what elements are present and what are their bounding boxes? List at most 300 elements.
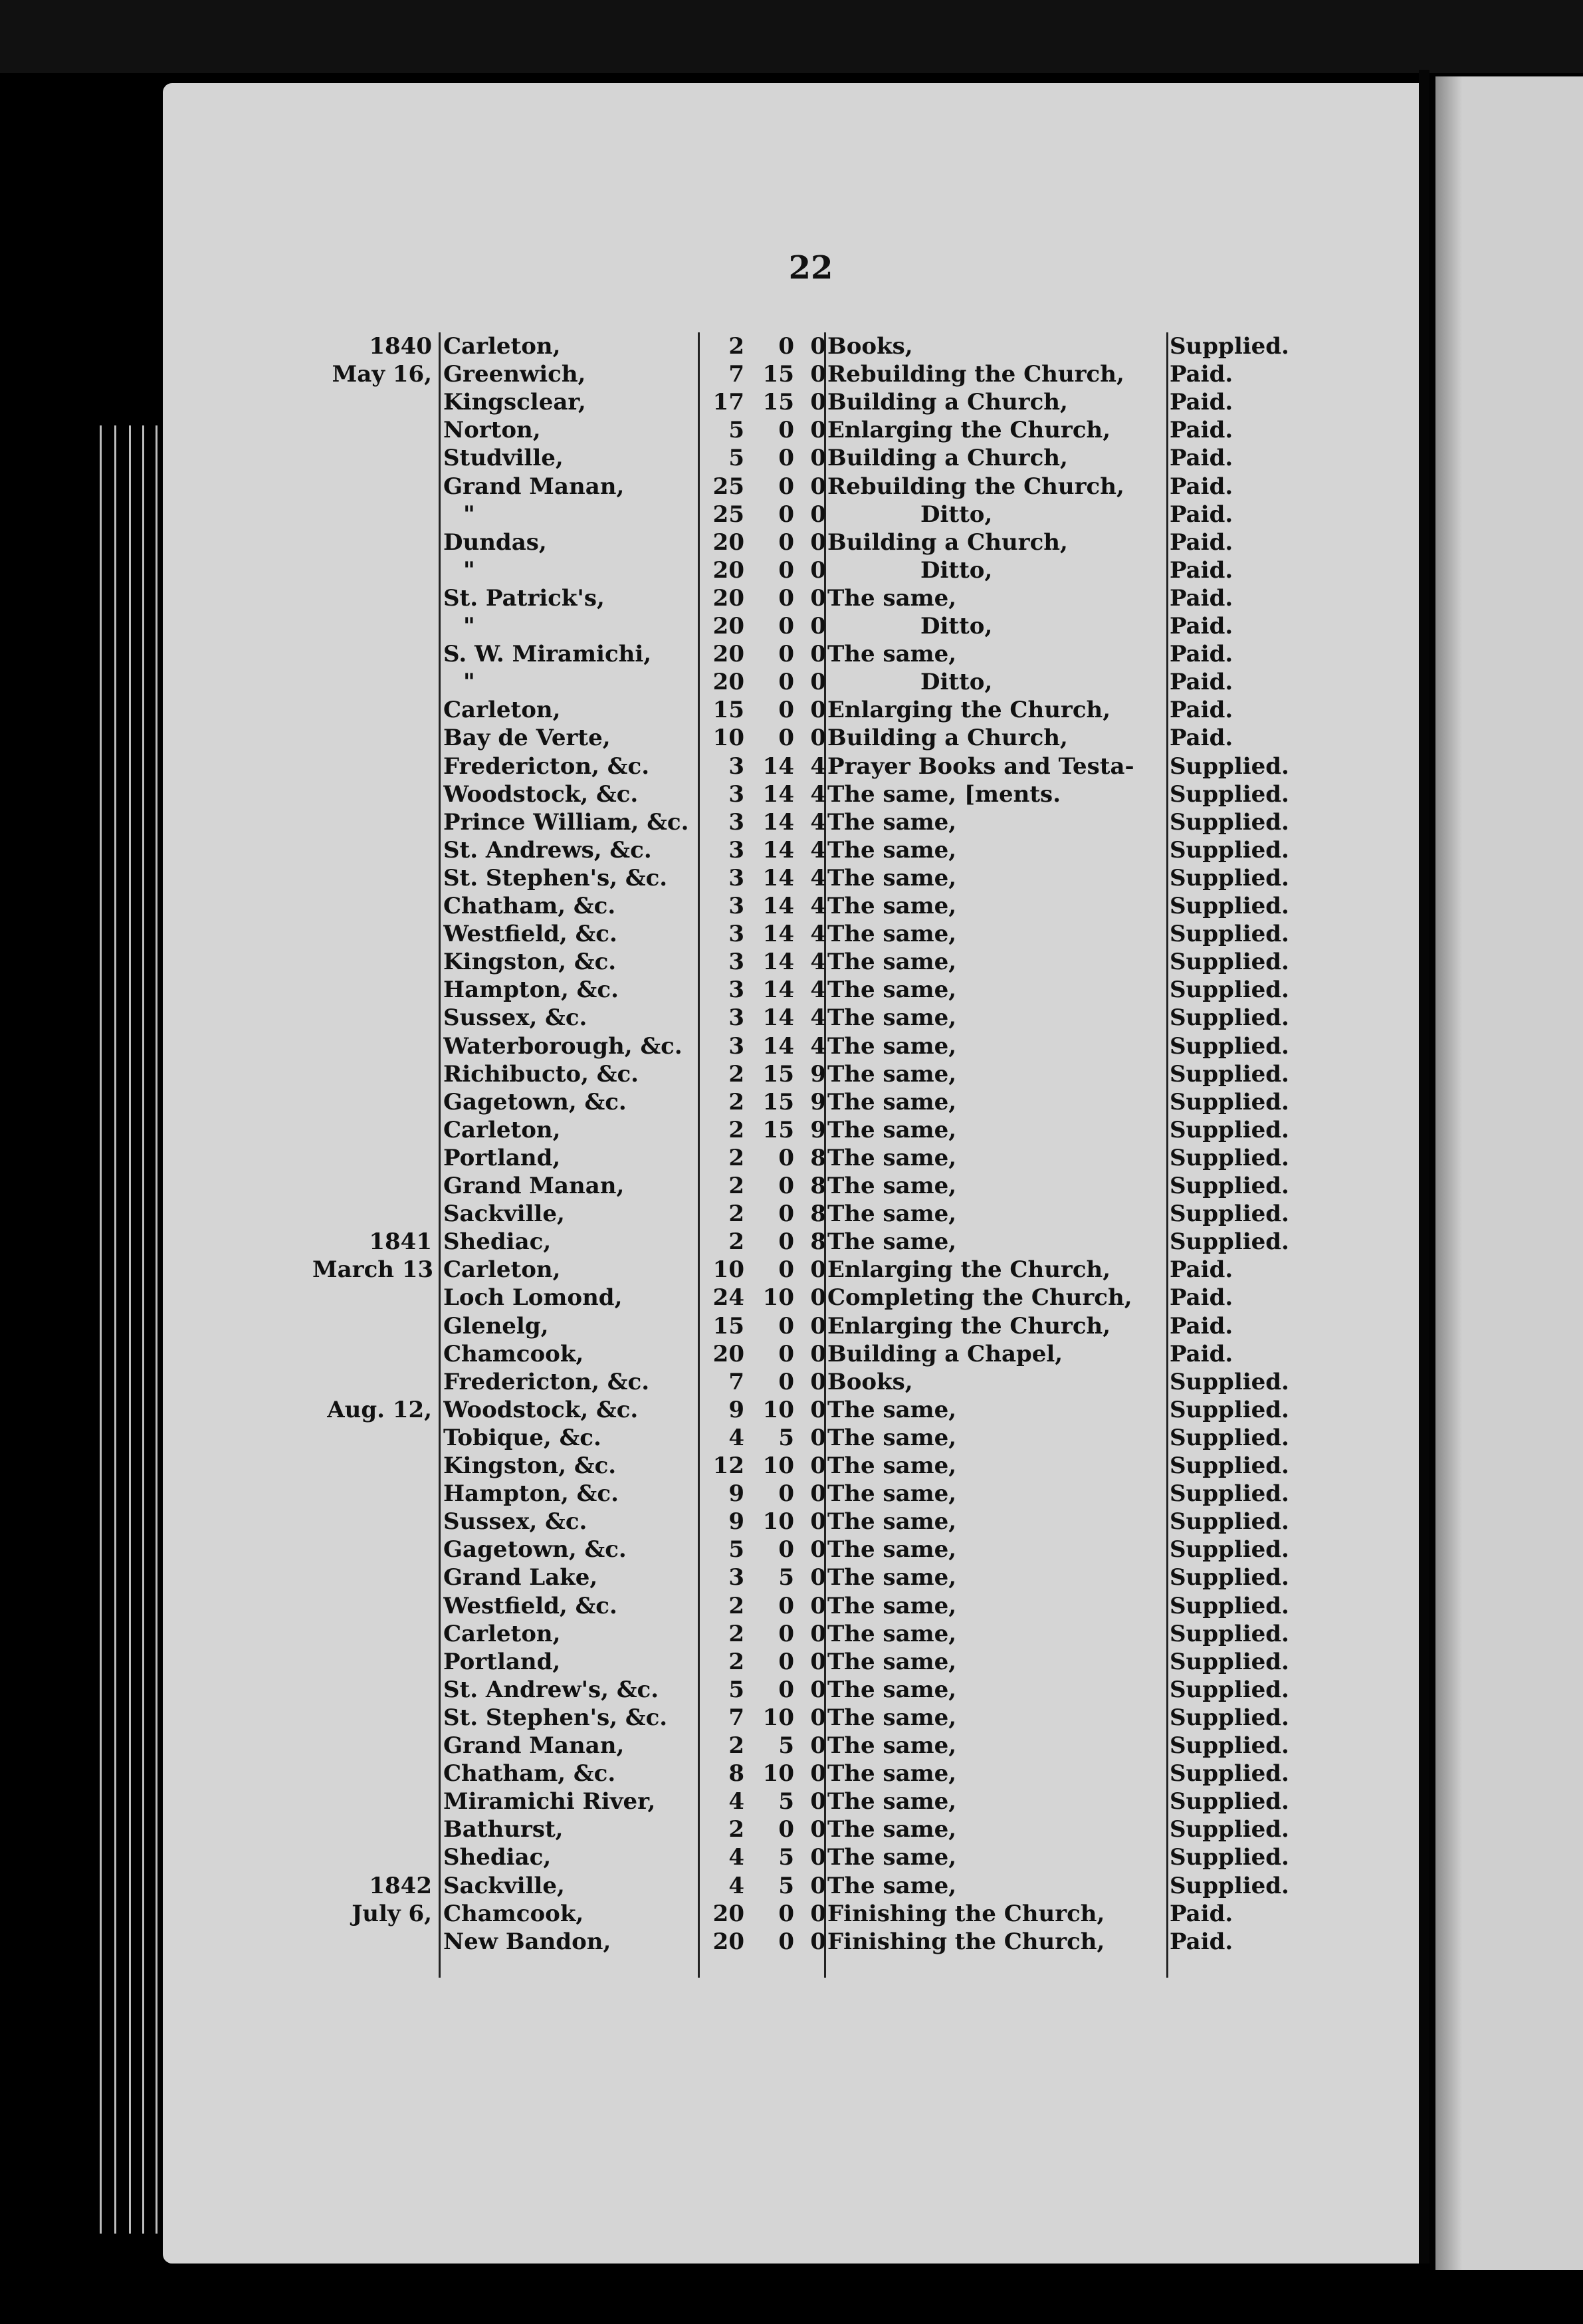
purpose-cell: The same, — [827, 977, 957, 1004]
status-cell: Supplied. — [1170, 1368, 1289, 1395]
shillings-cell: 15 — [762, 389, 794, 416]
table-row — [312, 1032, 1309, 1060]
table-row — [312, 1592, 1309, 1620]
place-cell: Gagetown, &c. — [443, 1088, 627, 1115]
pounds-cell: 2 — [728, 1592, 744, 1619]
pence-cell: 0 — [810, 473, 826, 500]
pence-cell: 0 — [810, 1816, 826, 1843]
purpose-cell: Enlarging the Church, — [827, 1312, 1111, 1339]
place-cell: St. Patrick's, — [443, 584, 605, 612]
table-row — [312, 1620, 1309, 1648]
table-row — [312, 1060, 1309, 1088]
place-cell: Fredericton, &c. — [443, 1368, 650, 1395]
purpose-cell: The same, — [827, 836, 957, 864]
place-cell: Westfield, &c. — [443, 1592, 617, 1619]
place-cell: Carleton, — [443, 697, 561, 724]
table-row — [312, 780, 1309, 808]
pounds-cell: 10 — [712, 1256, 744, 1284]
place-cell: Hampton, &c. — [443, 977, 619, 1004]
table-row — [312, 1116, 1309, 1144]
pence-cell: 0 — [810, 417, 826, 444]
shillings-cell: 15 — [762, 1116, 794, 1143]
status-cell: Supplied. — [1170, 1648, 1289, 1675]
pounds-cell: 20 — [712, 584, 744, 612]
status-cell: Supplied. — [1170, 1844, 1289, 1871]
shillings-cell: 0 — [778, 641, 794, 668]
place-cell: Sussex, &c. — [443, 1508, 587, 1536]
pounds-cell: 2 — [728, 1060, 744, 1088]
ledger-table — [312, 332, 1309, 1974]
pounds-cell: 7 — [728, 1368, 744, 1395]
status-cell: Paid. — [1170, 1284, 1233, 1312]
shillings-cell: 0 — [778, 417, 794, 444]
purpose-cell: The same, — [827, 1032, 957, 1060]
status-cell: Supplied. — [1170, 1144, 1289, 1171]
shillings-cell: 14 — [762, 864, 794, 891]
pounds-cell: 2 — [728, 1620, 744, 1647]
pence-cell: 0 — [810, 1396, 826, 1423]
table-row — [312, 1536, 1309, 1564]
status-cell: Paid. — [1170, 725, 1233, 752]
purpose-cell: The same, — [827, 1536, 957, 1564]
table-row — [312, 948, 1309, 976]
table-row — [312, 1760, 1309, 1788]
shillings-cell: 5 — [778, 1788, 794, 1815]
place-cell: Glenelg, — [443, 1312, 549, 1339]
purpose-cell: Finishing the Church, — [827, 1900, 1105, 1927]
shillings-cell: 14 — [762, 893, 794, 919]
table-row — [312, 1508, 1309, 1536]
purpose-cell: Building a Church, — [827, 528, 1068, 556]
pounds-cell: 3 — [728, 1032, 744, 1060]
shillings-cell: 0 — [778, 584, 794, 612]
shillings-cell: 5 — [778, 1844, 794, 1871]
pence-cell: 0 — [810, 641, 826, 668]
place-cell: S. W. Miramichi, — [443, 641, 652, 668]
status-cell: Paid. — [1170, 641, 1233, 668]
date-cell: 1840 — [369, 333, 432, 360]
place-cell: St. Stephen's, &c. — [443, 1704, 668, 1731]
purpose-cell: The same, — [827, 1564, 957, 1591]
table-row — [312, 696, 1309, 724]
purpose-cell: Books, — [827, 333, 913, 360]
status-cell: Supplied. — [1170, 1480, 1289, 1508]
status-cell: Supplied. — [1170, 1704, 1289, 1731]
purpose-cell: The same, — [827, 1676, 957, 1703]
pounds-cell: 2 — [728, 1816, 744, 1843]
pence-cell: 0 — [810, 445, 826, 472]
pounds-cell: 3 — [728, 977, 744, 1004]
table-row — [312, 1843, 1309, 1871]
place-cell: Prince William, &c. — [443, 808, 689, 836]
pence-cell: 0 — [810, 528, 826, 556]
pounds-cell: 3 — [728, 808, 744, 836]
pence-cell: 0 — [810, 613, 826, 639]
table-row — [312, 1284, 1309, 1312]
purpose-cell: Enlarging the Church, — [827, 697, 1111, 724]
purpose-cell: The same, — [827, 1088, 957, 1115]
place-cell: Bay de Verte, — [443, 725, 611, 752]
purpose-cell: The same, — [827, 1620, 957, 1647]
date-cell: 1842 — [369, 1872, 432, 1899]
purpose-cell: The same, — [827, 1648, 957, 1675]
pence-cell: 0 — [810, 1424, 826, 1451]
status-cell: Supplied. — [1170, 753, 1289, 780]
pounds-cell: 20 — [712, 669, 744, 696]
place-cell: Kingsclear, — [443, 389, 586, 416]
table-row — [312, 360, 1309, 388]
shillings-cell: 0 — [778, 473, 794, 500]
pence-cell: 0 — [810, 1340, 826, 1367]
pence-cell: 4 — [810, 780, 826, 808]
status-cell: Supplied. — [1170, 1676, 1289, 1703]
purpose-cell: Completing the Church, — [827, 1284, 1132, 1312]
place-cell: Grand Manan, — [443, 473, 625, 500]
purpose-cell: Finishing the Church, — [827, 1928, 1105, 1955]
place-cell: Grand Manan, — [443, 1173, 625, 1199]
shillings-cell: 0 — [778, 1228, 794, 1256]
pounds-cell: 15 — [712, 697, 744, 724]
status-cell: Supplied. — [1170, 1116, 1289, 1143]
place-cell: Gagetown, &c. — [443, 1536, 627, 1564]
pounds-cell: 20 — [712, 1928, 744, 1955]
pounds-cell: 5 — [728, 445, 744, 472]
purpose-cell: The same, — [827, 1452, 957, 1479]
purpose-cell: The same, — [827, 1004, 957, 1032]
status-cell: Paid. — [1170, 1900, 1233, 1927]
table-row — [312, 1424, 1309, 1452]
table-row — [312, 528, 1309, 556]
place-cell: Sussex, &c. — [443, 1004, 587, 1032]
shillings-cell: 10 — [762, 1284, 794, 1312]
pence-cell: 0 — [810, 584, 826, 612]
place-cell: " — [463, 669, 475, 696]
purpose-cell: The same, — [827, 864, 957, 891]
status-cell: Supplied. — [1170, 1564, 1289, 1591]
pence-cell: 8 — [810, 1173, 826, 1199]
pence-cell: 0 — [810, 389, 826, 416]
purpose-cell: The same, — [827, 1201, 957, 1228]
table-row — [312, 1396, 1309, 1424]
purpose-cell: The same, — [827, 1816, 957, 1843]
purpose-cell: The same, — [827, 641, 957, 668]
place-cell: Portland, — [443, 1648, 561, 1675]
pounds-cell: 2 — [728, 333, 744, 360]
shillings-cell: 0 — [778, 528, 794, 556]
status-cell: Supplied. — [1170, 1228, 1289, 1256]
pence-cell: 0 — [810, 556, 826, 584]
pence-cell: 0 — [810, 697, 826, 724]
table-row — [312, 920, 1309, 948]
place-cell: Carleton, — [443, 1256, 561, 1284]
purpose-cell: The same, — [827, 1144, 957, 1171]
pounds-cell: 24 — [712, 1284, 744, 1312]
purpose-cell: Ditto, — [920, 613, 993, 639]
table-row — [312, 584, 1309, 612]
purpose-cell: Ditto, — [920, 556, 993, 584]
status-cell: Supplied. — [1170, 836, 1289, 864]
place-cell: Chamcook, — [443, 1900, 584, 1927]
purpose-cell: Ditto, — [920, 501, 993, 528]
pounds-cell: 2 — [728, 1228, 744, 1256]
shillings-cell: 14 — [762, 921, 794, 948]
date-cell: July 6, — [352, 1900, 432, 1927]
shillings-cell: 14 — [762, 1004, 794, 1032]
purpose-cell: The same, — [827, 921, 957, 948]
shillings-cell: 0 — [778, 1620, 794, 1647]
shillings-cell: 0 — [778, 1340, 794, 1367]
place-cell: Chatham, &c. — [443, 1760, 616, 1788]
status-cell: Paid. — [1170, 417, 1233, 444]
shillings-cell: 10 — [762, 1760, 794, 1788]
place-cell: Carleton, — [443, 1116, 561, 1143]
status-cell: Supplied. — [1170, 1201, 1289, 1228]
purpose-cell: Ditto, — [920, 669, 993, 696]
status-cell: Paid. — [1170, 389, 1233, 416]
pence-cell: 0 — [810, 1704, 826, 1731]
place-cell: Portland, — [443, 1144, 561, 1171]
pounds-cell: 7 — [728, 1704, 744, 1731]
pounds-cell: 8 — [728, 1760, 744, 1788]
pence-cell: 0 — [810, 361, 826, 388]
date-cell: Aug. 12, — [327, 1396, 432, 1423]
status-cell: Supplied. — [1170, 780, 1289, 808]
pence-cell: 0 — [810, 1760, 826, 1788]
table-row — [312, 640, 1309, 668]
status-cell: Supplied. — [1170, 1088, 1289, 1115]
pounds-cell: 2 — [728, 1648, 744, 1675]
status-cell: Supplied. — [1170, 1452, 1289, 1479]
pence-cell: 0 — [810, 333, 826, 360]
pounds-cell: 2 — [728, 1088, 744, 1115]
status-cell: Paid. — [1170, 613, 1233, 639]
shillings-cell: 15 — [762, 361, 794, 388]
pence-cell: 4 — [810, 753, 826, 780]
status-cell: Paid. — [1170, 584, 1233, 612]
pence-cell: 4 — [810, 977, 826, 1004]
table-row — [312, 864, 1309, 892]
place-cell: Sackville, — [443, 1201, 565, 1228]
shillings-cell: 5 — [778, 1424, 794, 1451]
pence-cell: 4 — [810, 921, 826, 948]
table-row — [312, 1732, 1309, 1760]
table-row — [312, 388, 1309, 416]
shillings-cell: 0 — [778, 1144, 794, 1171]
status-cell: Supplied. — [1170, 949, 1289, 976]
table-row — [312, 1872, 1309, 1900]
pounds-cell: 7 — [728, 361, 744, 388]
place-cell: St. Andrew's, &c. — [443, 1676, 659, 1703]
table-row — [312, 836, 1309, 864]
pounds-cell: 9 — [728, 1508, 744, 1536]
purpose-cell: The same, — [827, 1592, 957, 1619]
purpose-cell: The same, — [827, 808, 957, 836]
purpose-cell: Books, — [827, 1368, 913, 1395]
purpose-cell: Building a Church, — [827, 445, 1068, 472]
status-cell: Supplied. — [1170, 1032, 1289, 1060]
place-cell: Woodstock, &c. — [443, 1396, 639, 1423]
pence-cell: 0 — [810, 1564, 826, 1591]
shillings-cell: 0 — [778, 1480, 794, 1508]
table-row — [312, 1676, 1309, 1704]
pence-cell: 0 — [810, 1256, 826, 1284]
place-cell: Sackville, — [443, 1872, 565, 1899]
purpose-cell: The same, — [827, 1173, 957, 1199]
table-row — [312, 1564, 1309, 1591]
table-row — [312, 1788, 1309, 1815]
place-cell: Shediac, — [443, 1844, 552, 1871]
place-cell: Carleton, — [443, 1620, 561, 1647]
pounds-cell: 17 — [712, 389, 744, 416]
shillings-cell: 0 — [778, 1592, 794, 1619]
status-cell: Supplied. — [1170, 1592, 1289, 1619]
status-cell: Paid. — [1170, 361, 1233, 388]
table-row — [312, 1228, 1309, 1256]
pence-cell: 8 — [810, 1201, 826, 1228]
status-cell: Supplied. — [1170, 1536, 1289, 1564]
purpose-cell: The same, — [827, 1060, 957, 1088]
status-cell: Paid. — [1170, 1312, 1233, 1339]
date-cell: March 13 — [312, 1256, 434, 1284]
pence-cell: 9 — [810, 1088, 826, 1115]
purpose-cell: Enlarging the Church, — [827, 417, 1111, 444]
pence-cell: 0 — [810, 1676, 826, 1703]
book-spine — [1419, 70, 1429, 2264]
shillings-cell: 5 — [778, 1564, 794, 1591]
pence-cell: 0 — [810, 1844, 826, 1871]
status-cell: Supplied. — [1170, 977, 1289, 1004]
shillings-cell: 5 — [778, 1732, 794, 1759]
place-cell: Kingston, &c. — [443, 1452, 617, 1479]
table-row — [312, 1452, 1309, 1480]
purpose-cell: Building a Church, — [827, 725, 1068, 752]
pence-cell: 0 — [810, 1592, 826, 1619]
place-cell: Waterborough, &c. — [443, 1032, 683, 1060]
table-row — [312, 668, 1309, 696]
shillings-cell: 14 — [762, 808, 794, 836]
pounds-cell: 3 — [728, 836, 744, 864]
shillings-cell: 0 — [778, 669, 794, 696]
pounds-cell: 2 — [728, 1173, 744, 1199]
pounds-cell: 5 — [728, 1536, 744, 1564]
pence-cell: 8 — [810, 1144, 826, 1171]
status-cell: Supplied. — [1170, 1760, 1289, 1788]
status-cell: Supplied. — [1170, 1872, 1289, 1899]
status-cell: Supplied. — [1170, 1396, 1289, 1423]
place-cell: Loch Lomond, — [443, 1284, 623, 1312]
purpose-cell: The same, — [827, 1788, 957, 1815]
shillings-cell: 0 — [778, 556, 794, 584]
table-row — [312, 892, 1309, 920]
place-cell: Grand Manan, — [443, 1732, 625, 1759]
table-row — [312, 1900, 1309, 1928]
pence-cell: 0 — [810, 1368, 826, 1395]
pence-cell: 0 — [810, 1508, 826, 1536]
purpose-cell: The same, — [827, 1760, 957, 1788]
pounds-cell: 9 — [728, 1480, 744, 1508]
place-cell: Hampton, &c. — [443, 1480, 619, 1508]
shillings-cell: 10 — [762, 1508, 794, 1536]
shillings-cell: 0 — [778, 1312, 794, 1339]
pence-cell: 0 — [810, 1732, 826, 1759]
table-row — [312, 976, 1309, 1004]
place-cell: St. Andrews, &c. — [443, 836, 652, 864]
pence-cell: 4 — [810, 1032, 826, 1060]
pounds-cell: 20 — [712, 613, 744, 639]
table-row — [312, 1368, 1309, 1396]
pounds-cell: 3 — [728, 780, 744, 808]
place-cell: Kingston, &c. — [443, 949, 617, 976]
shillings-cell: 0 — [778, 333, 794, 360]
table-row — [312, 753, 1309, 780]
shillings-cell: 0 — [778, 725, 794, 752]
pounds-cell: 2 — [728, 1732, 744, 1759]
pence-cell: 9 — [810, 1116, 826, 1143]
pounds-cell: 20 — [712, 641, 744, 668]
purpose-cell: The same, — [827, 1872, 957, 1899]
table-row — [312, 612, 1309, 640]
shillings-cell: 14 — [762, 977, 794, 1004]
status-cell: Supplied. — [1170, 1173, 1289, 1199]
table-row — [312, 1815, 1309, 1843]
shillings-cell: 15 — [762, 1060, 794, 1088]
facing-page-shadow — [1435, 76, 1462, 2270]
table-row — [312, 1648, 1309, 1676]
status-cell: Paid. — [1170, 445, 1233, 472]
shillings-cell: 15 — [762, 1088, 794, 1115]
purpose-cell: Rebuilding the Church, — [827, 473, 1124, 500]
place-cell: " — [463, 556, 475, 584]
pence-cell: 0 — [810, 501, 826, 528]
pence-cell: 0 — [810, 1536, 826, 1564]
shillings-cell: 10 — [762, 1704, 794, 1731]
shillings-cell: 0 — [778, 1256, 794, 1284]
status-cell: Paid. — [1170, 1256, 1233, 1284]
status-cell: Supplied. — [1170, 1060, 1289, 1088]
table-row — [312, 724, 1309, 752]
status-cell: Supplied. — [1170, 893, 1289, 919]
status-cell: Paid. — [1170, 697, 1233, 724]
status-cell: Paid. — [1170, 556, 1233, 584]
shillings-cell: 0 — [778, 1201, 794, 1228]
pounds-cell: 5 — [728, 1676, 744, 1703]
pounds-cell: 20 — [712, 556, 744, 584]
pence-cell: 0 — [810, 1312, 826, 1339]
shillings-cell: 14 — [762, 836, 794, 864]
pence-cell: 0 — [810, 1900, 826, 1927]
status-cell: Supplied. — [1170, 921, 1289, 948]
shillings-cell: 14 — [762, 949, 794, 976]
status-cell: Supplied. — [1170, 864, 1289, 891]
shillings-cell: 0 — [778, 1928, 794, 1955]
shillings-cell: 14 — [762, 780, 794, 808]
table-row — [312, 1928, 1309, 1956]
place-cell: Grand Lake, — [443, 1564, 598, 1591]
place-cell: Norton, — [443, 417, 541, 444]
pounds-cell: 20 — [712, 1900, 744, 1927]
pence-cell: 8 — [810, 1228, 826, 1256]
status-cell: Paid. — [1170, 501, 1233, 528]
place-cell: " — [463, 613, 475, 639]
pounds-cell: 2 — [728, 1116, 744, 1143]
purpose-cell: The same, — [827, 949, 957, 976]
purpose-cell: The same, [ments. — [827, 780, 1061, 808]
purpose-cell: The same, — [827, 893, 957, 919]
pence-cell: 4 — [810, 808, 826, 836]
pounds-cell: 4 — [728, 1424, 744, 1451]
shillings-cell: 0 — [778, 613, 794, 639]
table-row — [312, 444, 1309, 472]
